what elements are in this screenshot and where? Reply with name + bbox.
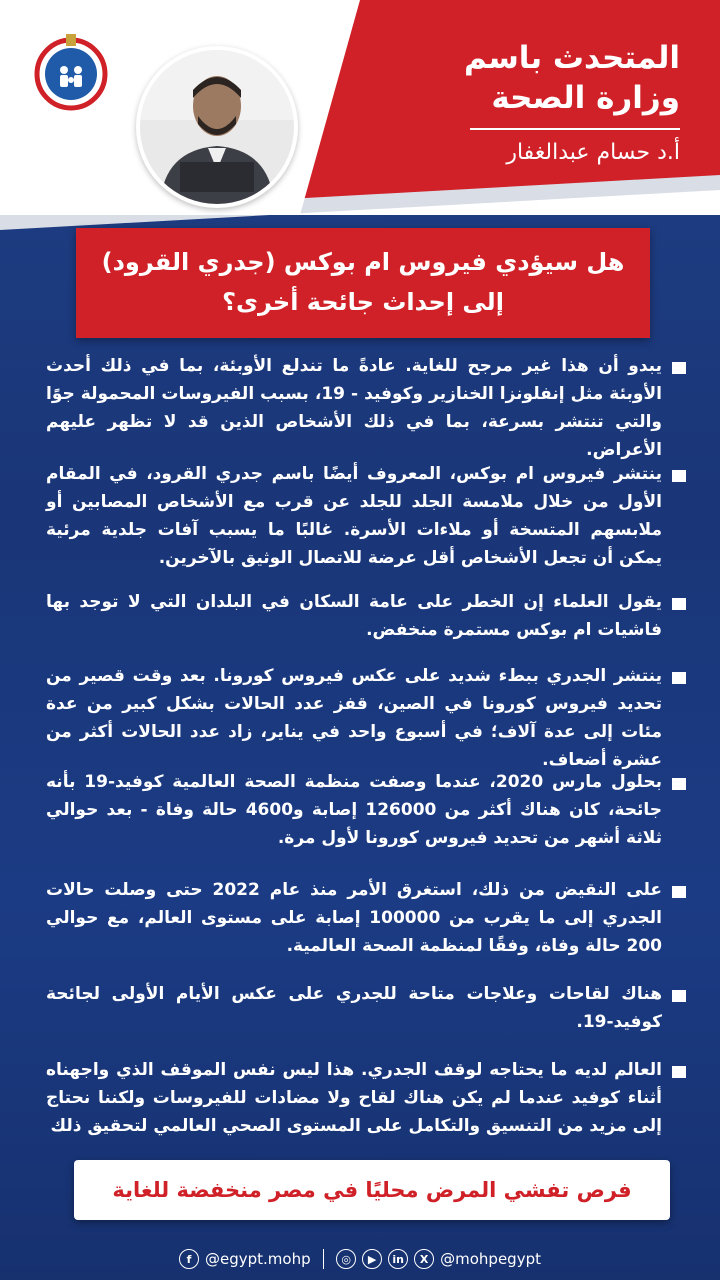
speaker-name: أ.د حسام عبدالغفار — [506, 140, 680, 165]
bullet-square-icon — [672, 362, 686, 374]
youtube-icon[interactable]: ▶ — [362, 1249, 382, 1269]
bullet-text: هناك لقاحات وعلاجات متاحة للجدري على عكس الأيام الأولى لجائحة كوفيد-19. — [46, 984, 662, 1032]
bullet-text: على النقيض من ذلك، استغرق الأمر منذ عام 2022 حتى وصلت حالات الجدري إلى ما يقرب من 100000 إصابة على مستوى العالم، مع حوالي 200 حالة وفاة، وفقًا لمنظمة الصحة العالمية. — [46, 880, 663, 956]
facebook-handle[interactable]: @egypt.mohp — [205, 1250, 311, 1268]
bullet-item — [46, 876, 686, 960]
bullet-text: بحلول مارس 2020، عندما وصفت منظمة الصحة العالمية كوفيد-19 بأنه جائحة، كان هناك أكثر من 126000 إصابة و4600 حالة وفاة - بعد حوالي ثلاثة أشهر من تحديد فيروس كورونا لأول مرة. — [46, 772, 663, 848]
bullet-item — [46, 588, 686, 644]
instagram-icon[interactable]: ◎ — [336, 1249, 356, 1269]
bullet-square-icon — [672, 672, 686, 684]
bullet-square-icon — [672, 1066, 686, 1078]
question-box — [76, 228, 650, 338]
bullet-square-icon — [672, 886, 686, 898]
bullet-square-icon — [672, 990, 686, 1002]
bullet-item — [46, 352, 686, 464]
social-footer — [0, 1238, 720, 1280]
bullet-item — [46, 460, 686, 572]
bullet-text: ينتشر فيروس ام بوكس، المعروف أيضًا باسم جدري القرود، في المقام الأول من خلال ملامسة الجلد للجلد عن قرب مع الأشخاص المصابين أو ملابسهم المتسخة أو ملاءات الأسرة. غالبًا ما يسبب آفات جلدية مرئية يمكن أن تجعل الأشخاص أقل عرضة للاتصال الوثيق بالآخرين. — [46, 464, 662, 568]
x-icon[interactable]: X — [414, 1249, 434, 1269]
bullet-item — [46, 662, 686, 774]
social-handle[interactable]: @mohpegypt — [440, 1250, 541, 1268]
bullet-text: العالم لديه ما يحتاجه لوقف الجدري. هذا ليس نفس الموقف الذي واجهناه أثناء كوفيد عندما لم يكن هناك لقاح ولا مضادات للفيروسات ولكننا نحتاج إلى مزيد من التنسيق والتكامل على المستوى الصحي العالمي لتحقيق ذلك — [46, 1060, 662, 1136]
footer-divider — [323, 1249, 325, 1269]
bullet-text: ينتشر الجدري ببطء شديد على عكس فيروس كورونا. بعد وقت قصير من تحديد فيروس كورونا في الصين، قفز عدد الحالات بشكل كبير من عدة مئات إلى عدة آلاف؛ في أسبوع واحد في يناير، زاد عدد الحالات أكثر من عشرة أضعاف. — [46, 666, 662, 770]
question-line-2: إلى إحداث جائحة أخرى؟ — [222, 288, 504, 316]
bullet-square-icon — [672, 598, 686, 610]
question-line-1: هل سيؤدي فيروس ام بوكس (جدري القرود) — [101, 248, 625, 276]
title-divider — [470, 128, 680, 130]
conclusion-banner: فرص تفشي المرض محليًا في مصر منخفضة للغاية — [74, 1160, 670, 1220]
linkedin-icon[interactable]: in — [388, 1249, 408, 1269]
bullet-text: يبدو أن هذا غير مرجح للغاية. عادةً ما تندلع الأوبئة، بما في ذلك أحدث الأوبئة مثل إنفلونزا الخنازير وكوفيد - 19، بسبب الفيروسات المحمولة جوًا والتي تنتشر بسرعة، بما في ذلك الأشخاص الذين قد لا تظهر عليهم الأعراض. — [46, 356, 662, 460]
bullet-item — [46, 768, 686, 852]
bullet-square-icon — [672, 778, 686, 790]
bullet-item — [46, 1056, 686, 1140]
bullet-square-icon — [672, 470, 686, 482]
speaker-photo — [136, 46, 298, 208]
title-line-1: المتحدث باسم — [464, 40, 680, 76]
bullet-text: يقول العلماء إن الخطر على عامة السكان في البلدان التي لا توجد بها فاشيات ام بوكس مستمرة منخفض. — [46, 592, 662, 640]
facebook-icon[interactable]: f — [179, 1249, 199, 1269]
bullet-item — [46, 980, 686, 1036]
title-line-2: وزارة الصحة — [491, 80, 680, 116]
ministry-logo — [34, 30, 108, 114]
title-block — [464, 38, 680, 165]
